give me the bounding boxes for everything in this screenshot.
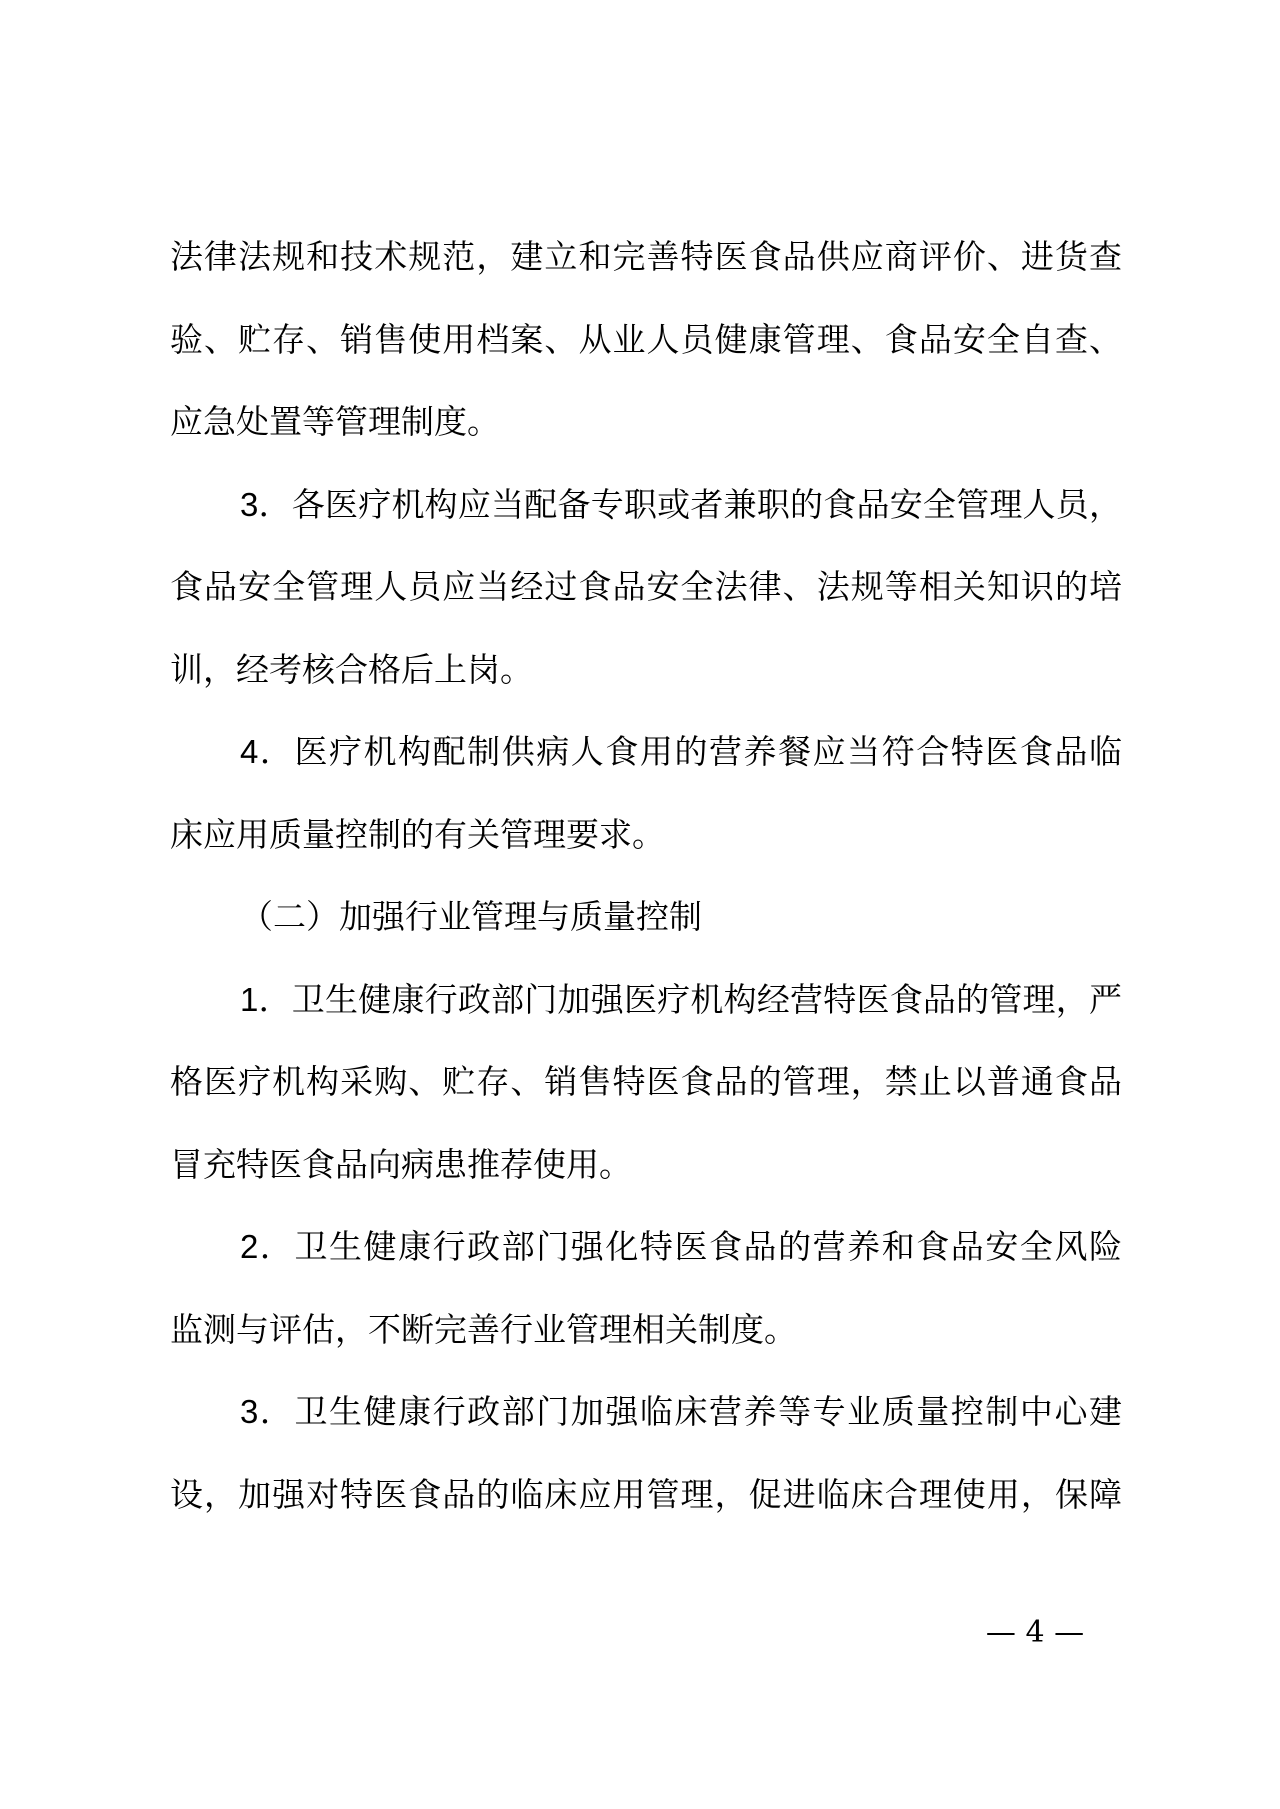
body-text-line: 床应用质量控制的有关管理要求。 xyxy=(170,815,665,853)
body-text-line: 法律法规和技术规范，建立和完善特医食品供应商评价、进货查 xyxy=(170,238,1122,275)
body-text-line: 训，经考核合格后上岗。 xyxy=(170,650,533,688)
body-text-line: 3．各医疗机构应当配备专职或者兼职的食品安全管理人员， xyxy=(240,485,1122,523)
body-text-line: 3．卫生健康行政部门加强临床营养等专业质量控制中心建 xyxy=(240,1393,1122,1430)
body-text-line: 1．卫生健康行政部门加强医疗机构经营特医食品的管理，严 xyxy=(240,980,1122,1018)
body-text-line: 2．卫生健康行政部门强化特医食品的营养和食品安全风险 xyxy=(240,1228,1122,1265)
document-body xyxy=(170,216,1122,1536)
body-text-line: 验、贮存、销售使用档案、从业人员健康管理、食品安全自查、 xyxy=(170,320,1122,358)
section-heading-line: （二）加强行业管理与质量控制 xyxy=(240,898,702,935)
body-text-line: 冒充特医食品向病患推荐使用。 xyxy=(170,1145,632,1183)
body-text-line: 设，加强对特医食品的临床应用管理，促进临床合理使用，保障 xyxy=(170,1475,1122,1513)
body-text-line: 4．医疗机构配制供病人食用的营养餐应当符合特医食品临 xyxy=(240,733,1122,770)
body-text-line: 监测与评估，不断完善行业管理相关制度。 xyxy=(170,1310,797,1348)
page-number: — 4 — xyxy=(985,1615,1085,1650)
body-text-line: 格医疗机构采购、贮存、销售特医食品的管理，禁止以普通食品 xyxy=(170,1063,1122,1100)
body-text-line: 应急处置等管理制度。 xyxy=(170,403,500,440)
body-text-line: 食品安全管理人员应当经过食品安全法律、法规等相关知识的培 xyxy=(170,568,1122,605)
